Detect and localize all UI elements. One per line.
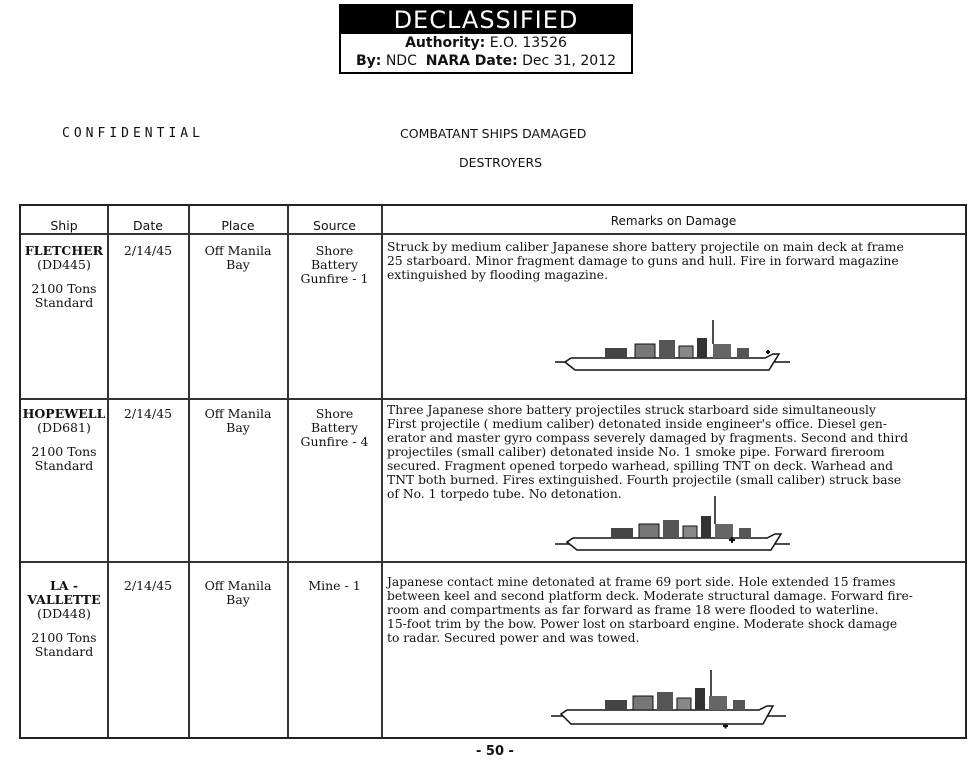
remarks-line: TNT both burned. Fires extinguished. Fourth projectile (small caliber) struck base xyxy=(387,473,902,487)
place-cell xyxy=(189,407,287,435)
stamp-nara-value: Dec 31, 2012 xyxy=(522,53,617,69)
stamp-by-line xyxy=(341,52,631,70)
tonnage: 2100 Tons xyxy=(31,281,97,296)
header-ship: Ship xyxy=(50,218,78,233)
header-source: Source xyxy=(313,218,356,233)
tonnage-note: Standard xyxy=(34,644,94,659)
remarks-line: Three Japanese shore battery projectiles struck starboard side simultaneously xyxy=(387,403,876,417)
remarks-line: Struck by medium caliber Japanese shore battery projectile on main deck at frame xyxy=(387,240,904,254)
stamp-authority-value: E.O. 13526 xyxy=(489,35,567,51)
hull-number: (DD681) xyxy=(37,420,91,435)
remarks-line: extinguished by flooding magazine. xyxy=(387,268,608,282)
remarks-line: erator and master gyro compass severely damaged by fragments. Second and third xyxy=(387,431,909,445)
place-line: Off Manila xyxy=(204,243,272,258)
source-line: Gunfire - 1 xyxy=(300,271,369,286)
page-number: - 50 - xyxy=(476,744,514,759)
column-divider xyxy=(381,206,383,737)
header-remarks: Remarks on Damage xyxy=(610,214,737,228)
ship-silhouette-illustration xyxy=(555,318,795,374)
stamp-by-value: NDC xyxy=(385,53,417,69)
source-line: Battery xyxy=(310,420,359,435)
stamp-by-label: By: xyxy=(355,53,382,69)
table-row-fletcher-ship xyxy=(21,244,107,310)
date-cell xyxy=(108,244,188,258)
place-line: Off Manila xyxy=(204,578,272,593)
remarks-line: room and compartments as far forward as frame 18 were flooded to waterline. xyxy=(387,603,879,617)
header-date: Date xyxy=(133,218,163,233)
stamp-title: DECLASSIFIED xyxy=(341,6,631,34)
remarks-line: projectiles (small caliber) detonated inside No. 1 smoke pipe. Forward fireroom xyxy=(387,445,885,459)
column-divider xyxy=(107,206,109,737)
remarks-cell xyxy=(387,403,967,501)
remarks-line: between keel and second platform deck. Moderate structural damage. Forward fire- xyxy=(387,589,913,603)
date-cell xyxy=(108,579,188,593)
place-cell xyxy=(189,579,287,607)
tonnage: 2100 Tons xyxy=(31,630,97,645)
tonnage-note: Standard xyxy=(34,458,94,473)
tonnage: 2100 Tons xyxy=(31,444,97,459)
ship-name-line: LA - xyxy=(49,578,79,593)
source-line: Mine - 1 xyxy=(308,578,361,593)
damage-table xyxy=(19,204,967,739)
remarks-line: to radar. Secured power and was towed. xyxy=(387,631,640,645)
remarks-line: First projectile ( medium caliber) detonated inside engineer's office. Diesel gen- xyxy=(387,417,888,431)
ship-name: HOPEWELL xyxy=(22,406,106,421)
remarks-line: 25 starboard. Minor fragment damage to guns and hull. Fire in forward magazine xyxy=(387,254,899,268)
remarks-line: secured. Fragment opened torpedo warhead, spilling TNT on deck. Warhead and xyxy=(387,459,894,473)
place-line: Bay xyxy=(226,420,250,435)
date-cell xyxy=(108,407,188,421)
source-line: Battery xyxy=(310,257,359,272)
source-line: Shore xyxy=(315,406,354,421)
page-subtitle: DESTROYERS xyxy=(459,155,543,170)
source-line: Shore xyxy=(315,243,354,258)
ship-silhouette-illustration xyxy=(551,668,791,730)
table-row-la-vallette-ship xyxy=(21,579,107,659)
table-row-hopewell-ship xyxy=(21,407,107,473)
tonnage-note: Standard xyxy=(34,295,94,310)
place-line: Off Manila xyxy=(204,406,272,421)
source-cell xyxy=(288,579,381,593)
source-cell xyxy=(288,407,381,449)
row-divider xyxy=(21,561,965,563)
date-value: 2/14/45 xyxy=(123,406,173,421)
source-line: Gunfire - 4 xyxy=(300,434,369,449)
row-divider xyxy=(21,398,965,400)
page-title: COMBATANT SHIPS DAMAGED xyxy=(400,126,587,141)
remarks-line: of No. 1 torpedo tube. No detonation. xyxy=(387,487,622,501)
ship-silhouette-illustration xyxy=(555,494,795,554)
ship-name: FLETCHER xyxy=(24,243,104,258)
hull-number: (DD448) xyxy=(37,606,91,621)
header-divider xyxy=(21,233,965,235)
place-line: Bay xyxy=(226,592,250,607)
remarks-line: 15-foot trim by the bow. Power lost on starboard engine. Moderate shock damage xyxy=(387,617,898,631)
declassified-stamp xyxy=(339,4,633,74)
stamp-nara-label: NARA Date: xyxy=(425,53,518,69)
column-divider xyxy=(188,206,190,737)
stamp-authority-label: Authority: xyxy=(405,35,486,51)
source-cell xyxy=(288,244,381,286)
stamp-authority-line xyxy=(341,34,631,52)
date-value: 2/14/45 xyxy=(123,243,173,258)
date-value: 2/14/45 xyxy=(123,578,173,593)
place-cell xyxy=(189,244,287,272)
classification-label: CONFIDENTIAL xyxy=(62,126,204,141)
remarks-line: Japanese contact mine detonated at frame 69 port side. Hole extended 15 frames xyxy=(387,575,896,589)
ship-name-line: VALLETTE xyxy=(27,592,101,607)
remarks-cell xyxy=(387,240,967,282)
header-place: Place xyxy=(221,218,255,233)
place-line: Bay xyxy=(226,257,250,272)
remarks-cell xyxy=(387,575,967,645)
hull-number: (DD445) xyxy=(37,257,91,272)
